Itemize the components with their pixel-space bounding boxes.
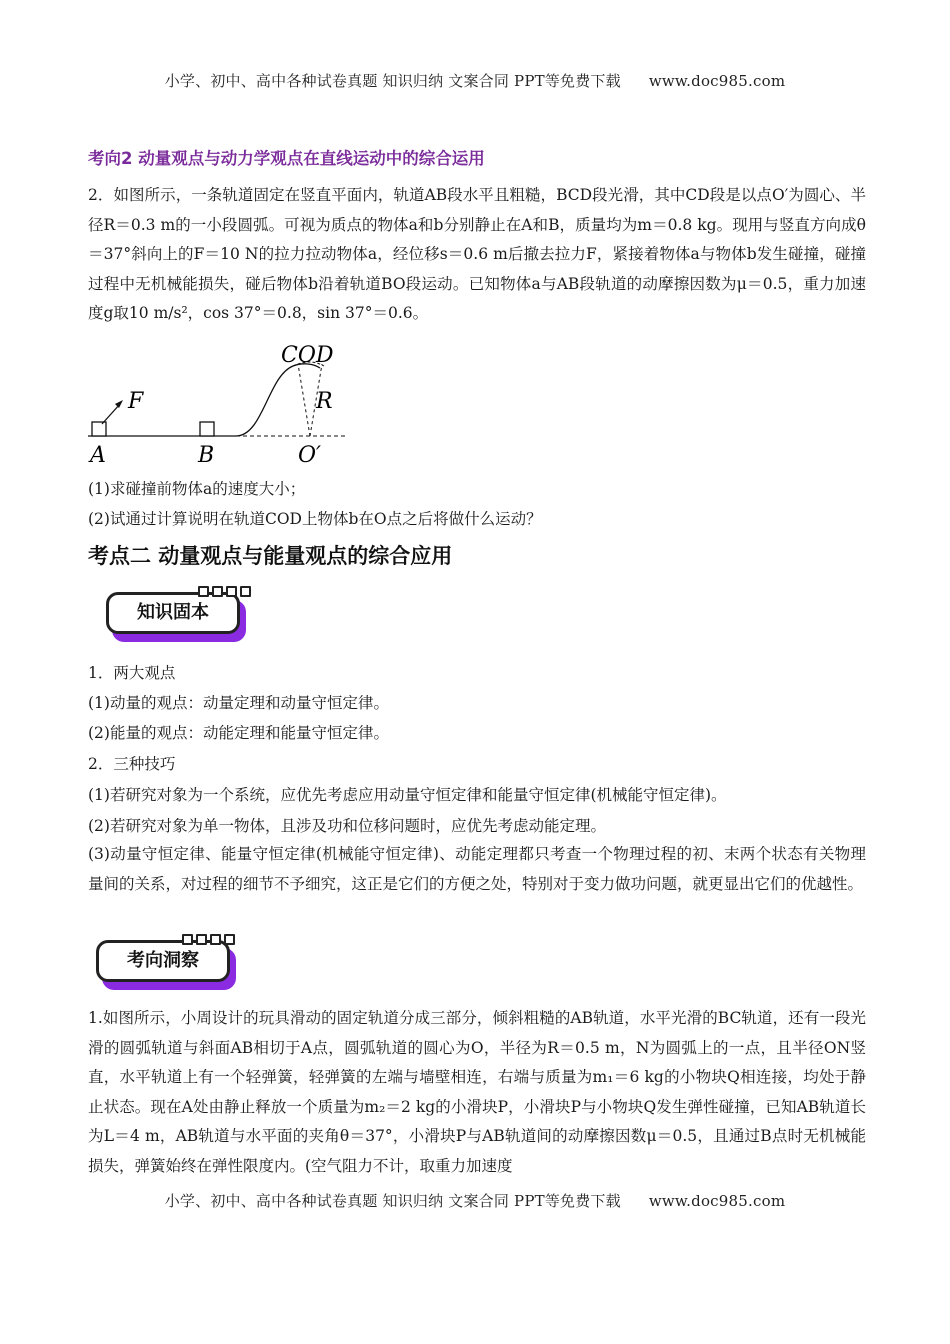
knowledge-line-5: (3)动量守恒定律、能量守恒定律(机械能守恒定律)、动能定理都只考查一个物理过程的初、末两个状态有关物理量间的关系，对过程的细节不予细究，这正是它们的方便之处，特别对于变力做功问题，就更显出它们的优越性。 xyxy=(88,845,866,893)
label-cod: COD xyxy=(281,343,334,368)
badge-insight xyxy=(96,940,238,992)
section-title: 考向2 动量观点与动力学观点在直线运动中的综合运用 xyxy=(88,149,485,168)
block-a xyxy=(92,422,106,436)
label-a: A xyxy=(90,443,106,468)
label-b: B xyxy=(198,443,215,468)
question-2: (2)试通过计算说明在轨道COD上物体b在O点之后将做什么运动？ xyxy=(88,510,542,528)
badge-box: 知识固本 xyxy=(106,592,240,634)
badge-dots xyxy=(182,934,235,945)
knowledge-line-2: (2)能量的观点：动能定理和能量守恒定律。 xyxy=(88,724,389,742)
badge-box: 考向洞察 xyxy=(96,940,230,982)
block-b xyxy=(200,422,214,436)
footer-text: 小学、初中、高中各种试卷真题 知识归纳 文案合同 PPT等免费下载 xyxy=(164,1192,621,1210)
badge-dots xyxy=(198,586,251,597)
label-r: R xyxy=(316,389,333,414)
kaodian-title: 考点二 动量观点与能量观点的综合应用 xyxy=(88,544,453,568)
question-1: (1)求碰撞前物体a的速度大小； xyxy=(88,480,306,498)
force-arrowhead xyxy=(115,400,123,408)
knowledge-line-3: (1)若研究对象为一个系统，应优先考虑应用动量守恒定律和能量守恒定律(机械能守恒定律)。 xyxy=(88,786,727,804)
label-o-prime: O′ xyxy=(298,443,322,468)
badge-knowledge xyxy=(106,592,248,644)
footer-site[interactable]: www.doc985.com xyxy=(648,1192,786,1210)
header-site[interactable]: www.doc985.com xyxy=(648,72,786,90)
header-text: 小学、初中、高中各种试卷真题 知识归纳 文案合同 PPT等免费下载 xyxy=(164,72,621,90)
knowledge-line-4: (2)若研究对象为单一物体，且涉及功和位移问题时，应优先考虑动能定理。 xyxy=(88,817,606,835)
label-f: F xyxy=(128,389,144,414)
knowledge-heading-1: 1．两大观点 xyxy=(88,664,176,682)
problem-2-text: 2．如图所示，一条轨道固定在竖直平面内，轨道AB段水平且粗糙，BCD段光滑，其中CD段是以点O′为圆心、半径R＝0.3 m的一小段圆弧。可视为质点的物体a和b分别静止在A和B，质量均为m＝0.8 kg。现用与竖直方向成θ＝37°斜向上的F＝10 N的拉力拉动物体a，经位移s＝0.6 m后撤去拉力F，紧接着物体a与物体b发生碰撞，碰撞过程中无机械能损失，碰后物体b沿着轨道BO段运动。已知物体a与AB段轨道的动摩擦因数为μ＝0.5，重力加速度g取10 m/s²，cos 37°＝0.8，sin 37°＝0.6。 xyxy=(88,186,866,322)
track-diagram xyxy=(88,336,358,471)
radius-line-left xyxy=(298,364,310,436)
page-footer xyxy=(0,1190,950,1211)
problem-1-text: 1.如图所示，小周设计的玩具滑动的固定轨道分成三部分，倾斜粗糙的AB轨道，水平光滑的BC轨道，还有一段光滑的圆弧轨道与斜面AB相切于A点，圆弧轨道的圆心为O，半径为R＝0.5 m，N为圆弧上的一点，且半径ON竖直，水平轨道上有一个轻弹簧，轻弹簧的左端与墙壁相连，右端与质量为m₁＝6 kg的小物块Q相连接，均处于静止状态。现在A处由静止释放一个质量为m₂＝2 kg的小滑块P，小滑块P与小物块Q发生弹性碰撞，已知AB轨道长为L＝4 m，AB轨道与水平面的夹角θ＝37°，小滑块P与AB轨道间的动摩擦因数μ＝0.5，且通过B点时无机械能损失，弹簧始终在弹性限度内。(空气阻力不计，取重力加速度 xyxy=(88,1009,866,1175)
page-header xyxy=(0,70,950,91)
knowledge-heading-2: 2．三种技巧 xyxy=(88,755,176,773)
knowledge-line-1: (1)动量的观点：动量定理和动量守恒定律。 xyxy=(88,694,389,712)
force-arrow-line xyxy=(102,404,120,424)
track-bcd-curve xyxy=(236,364,320,436)
